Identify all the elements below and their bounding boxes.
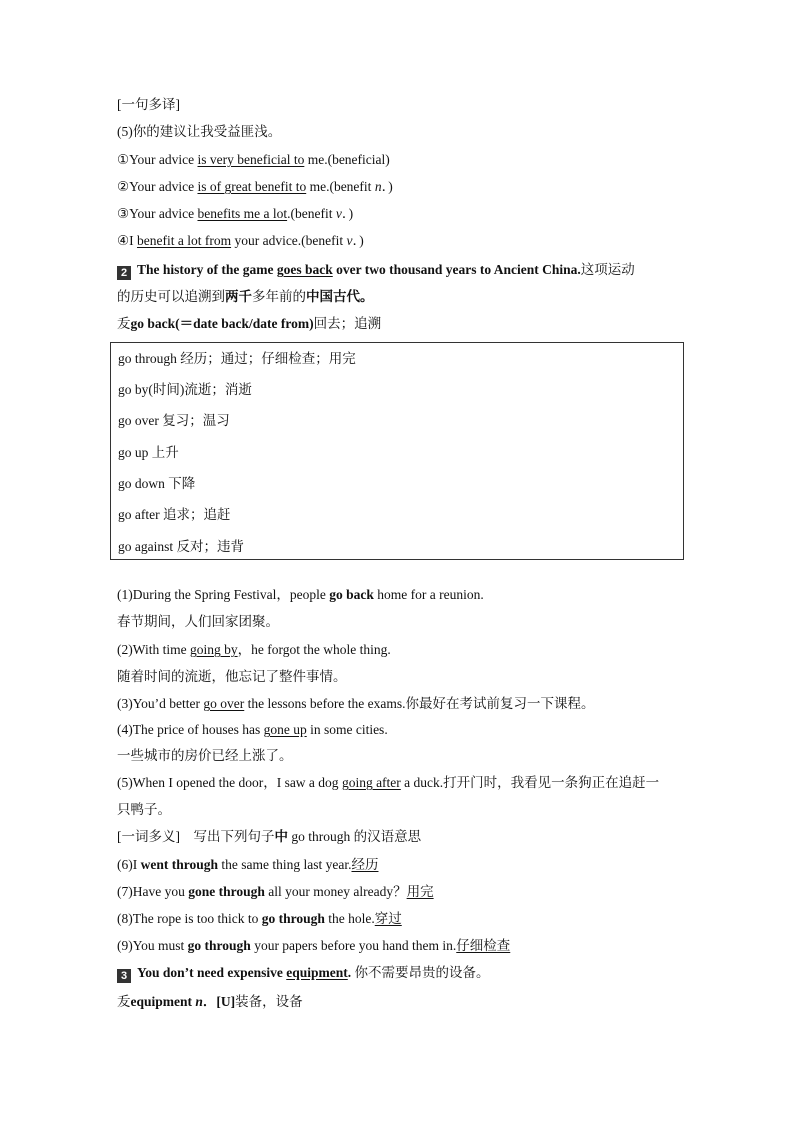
number-2-icon: 2 (117, 266, 131, 280)
key-sentence-2-cn: 的历史可以追溯到两千多年前的中国古代。 (117, 289, 374, 304)
phrase-item: go down 下降 (118, 476, 196, 491)
example-2: (2)With time going by，he forgot the whole thing. (117, 642, 391, 657)
answer-blank: 经历 (351, 857, 379, 872)
key-sentence-3: 3 You don’t need expensive equipment. 你不需要昂贵的设备。 (117, 964, 490, 983)
translation-4: ④I benefit a lot from your advice.(benefit v．) (117, 233, 364, 248)
key-sentence-2: 2 The history of the game goes back over two thousand years to Ancient China.这项运动 (117, 261, 635, 280)
definition-mark-icon: 叐 (117, 316, 131, 331)
example-4: (4)The price of houses has gone up in some cities. (117, 722, 388, 737)
question-6: (6)I went through the same thing last year.经历 (117, 857, 379, 872)
translation-3: ③Your advice benefits me a lot.(benefit v．) (117, 206, 354, 221)
example-5: (5)When I opened the door，I saw a dog going after a duck.打开门时，我看见一条狗正在追赶一 (117, 775, 660, 790)
phrase-item: go through 经历；通过；仔细检查；用完 (118, 351, 356, 366)
phrase-item: go over 复习；温习 (118, 413, 230, 428)
section-header-translation: [一句多译] (117, 97, 180, 112)
example-5-cn: 只鸭子。 (117, 802, 171, 817)
phrase-item: go by(时间)流逝；消逝 (118, 382, 252, 397)
question-8: (8)The rope is too thick to go through the hole.穿过 (117, 911, 402, 926)
phrase-item: go against 反对；违背 (118, 539, 244, 554)
answer-blank: benefit a lot from (136, 233, 232, 248)
prompt-sentence: (5)你的建议让我受益匪浅。 (117, 124, 282, 139)
question-9: (9)You must go through your papers before you hand them in.仔细检查 (117, 938, 511, 953)
phrase-box (110, 342, 684, 560)
example-1-cn: 春节期间，人们回家团聚。 (117, 614, 279, 629)
answer-blank: benefits me a lot (197, 206, 288, 221)
definition-go-back: 叐go back(＝date back/date from)回去；追溯 (117, 316, 382, 331)
answer-blank: 用完 (406, 884, 434, 899)
example-4-cn: 一些城市的房价已经上涨了。 (117, 748, 293, 763)
example-1: (1)During the Spring Festival，people go back home for a reunion. (117, 587, 484, 602)
phrase-item: go up 上升 (118, 445, 179, 460)
answer-blank: 仔细检查 (456, 938, 511, 953)
definition-mark-icon: 叐 (117, 994, 131, 1009)
phrase-item: go after 追求；追赶 (118, 507, 231, 522)
translation-1: ①Your advice is very beneficial to me.(beneficial) (117, 152, 390, 167)
section-header-polysemy: [一词多义] 写出下列句子中 go through 的汉语意思 (117, 829, 422, 844)
number-3-icon: 3 (117, 969, 131, 983)
example-2-cn: 随着时间的流逝，他忘记了整件事情。 (117, 669, 347, 684)
translation-2: ②Your advice is of great benefit to me.(benefit n．) (117, 179, 393, 194)
definition-equipment: 叐equipment n．[U]装备，设备 (117, 994, 303, 1009)
answer-blank: is very beneficial to (197, 152, 305, 167)
answer-blank: 穿过 (374, 911, 402, 926)
answer-blank: is of great benefit to (197, 179, 307, 194)
question-7: (7)Have you gone through all your money already？用完 (117, 884, 434, 899)
example-3: (3)You’d better go over the lessons before the exams.你最好在考试前复习一下课程。 (117, 696, 595, 711)
